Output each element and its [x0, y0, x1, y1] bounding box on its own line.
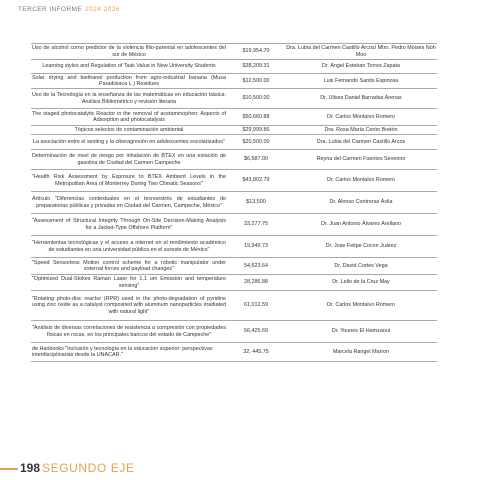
project-amount: $10,500.00: [227, 89, 285, 109]
project-lead: Luis Fernando Santis Espinosa: [285, 74, 437, 89]
project-amount: 54,623.64: [227, 258, 285, 275]
project-lead: Dr. Ángel Esteban Torres Zapata: [285, 60, 437, 74]
table-row: [31, 291, 437, 321]
project-title: "Herramientas tecnológicas y el acceso a internet en el rendimiento académico de estudiantes en una universidad pública en el sureste de México": [31, 236, 227, 258]
project-amount: 61,012.59: [227, 291, 285, 321]
project-amount: 56,425.69: [227, 321, 285, 343]
project-lead: Reyna del Carmen Fuentes Severino: [285, 150, 437, 170]
table-row: [31, 74, 437, 89]
project-title: "Health Risk Assessment by Exposure to BTEX Ambient Levels in the Metropolitan Area of Monterrey During Two Climatic Seasons": [31, 170, 227, 192]
project-title: Tópicos selectos de contaminación ambiental: [31, 126, 227, 135]
table-row: [31, 126, 437, 135]
projects-table: [31, 43, 437, 362]
project-lead: Dr. Carlos Montalvo Romero: [285, 109, 437, 126]
project-amount: $29,999.86: [227, 126, 285, 135]
table-row: [31, 275, 437, 291]
table-row: [31, 258, 437, 275]
page-number: 198: [20, 461, 41, 475]
project-amount: $43,802.79: [227, 170, 285, 192]
project-amount: $12,500.00: [227, 74, 285, 89]
project-title: Learning styles and Regulation of Task Value in New University Students: [31, 60, 227, 74]
project-lead: Dr. Carlos Montalvo Romero: [285, 170, 437, 192]
project-lead: Dra. Lubia del Carmen Castillo Arcos/ Mtro. Pedro Moises Noh Moo: [286, 45, 436, 58]
project-lead: Dr. Juan Antonio Álvarez Arellano: [285, 214, 437, 236]
project-lead: Dr. Jose Felipe Cocon Juárez: [285, 236, 437, 258]
table-row: [31, 89, 437, 109]
table-row: [31, 150, 437, 170]
project-lead: Dr. Younes El Hamzaoui: [285, 321, 437, 343]
project-lead: Dr. Lelio de la Cruz May: [285, 275, 437, 291]
project-title: "Assessment of Structural Integrity Through On-Site Decision-Making Analysis for a Jacket-Type Offshore Platform": [31, 214, 227, 236]
project-title: Uso de la Tecnología en la enseñanza de las matemáticas en educación básica: Análisis Bibliométrico y revisión literaria: [31, 89, 227, 109]
project-title: Artículo "Diferencias contextuales en el tecnoestrés de estudiantes de preparatorias públicas y privadas en Ciudad del Carmen, Campeche, México": [31, 192, 227, 214]
project-lead: Dr. David Cortes Vega: [285, 258, 437, 275]
report-title: TERCER INFORME: [18, 6, 83, 13]
table-row: [31, 214, 437, 236]
table-row: [31, 343, 437, 362]
section-label: SEGUNDO EJE: [42, 461, 135, 475]
project-lead: Dr. Alonso Contreras Ávila: [285, 192, 437, 214]
project-title: "Optimized Dual-Stokes Raman Laser for 1.1 um Emission and temperature sensing": [32, 276, 226, 289]
project-amount: $13,500: [227, 192, 285, 214]
project-title: "Rotating photo-disc reactor (RPR) used in the photo-degradation of pyridine using zinc oxide as a catalyst composited with aluminum nanoparticles irradiated with natural light": [31, 291, 227, 321]
project-amount: $6,587.00: [227, 150, 285, 170]
project-title: The staged photocatalytic Reactor in the removal of acetaminophen: Aspects of Adsorption and photocatalysis: [31, 109, 227, 126]
project-lead: Dr. Carlos Montalvo Romero: [285, 291, 437, 321]
project-title: de Hanbooks "Inclusión y tecnología en la educación superior: perspectivas interdisciplinarias desde la UNACAR.": [31, 343, 227, 362]
project-title: Determinación de nivel de riesgo por inhalación de BTEX en una estación de gasolina de Ciudad del Carmen Campeche: [31, 150, 227, 170]
page-footer: [0, 461, 200, 475]
project-lead: Marcela Rangel Marron: [285, 343, 437, 362]
project-amount: $38,209.31: [227, 60, 285, 74]
table-row: [31, 109, 437, 126]
project-amount: $19,954.70: [227, 44, 285, 60]
project-title: La asociación entre el sexting y la ciberagresión en adolescentes escolarizados": [31, 135, 227, 150]
project-amount: $20,500.00: [227, 135, 285, 150]
table-row: [31, 170, 437, 192]
project-title: Solar drying and biethanol production from agro-industrial banana (Musa Paradisiaca L.) Residues: [32, 74, 226, 87]
project-amount: 28,286.88: [227, 275, 285, 291]
project-title: "Speed Sensorless Motion control scheme for a robotic manipulator under external forces and payload changes": [31, 258, 227, 275]
project-lead: Dr. Ulises Daniel Barradas Arenas: [285, 89, 437, 109]
project-amount: $50,660.88: [227, 109, 285, 126]
project-title: Uso de alcohol como predictor de la violencia filio-parental en adolescentes del sur de México: [32, 45, 226, 58]
table-row: [31, 192, 437, 214]
table-row: [31, 135, 437, 150]
running-header: [18, 6, 120, 13]
accent-bar: [0, 468, 18, 470]
projects-table-body: [31, 44, 437, 362]
table-row: [31, 44, 437, 60]
table-row: [31, 60, 437, 74]
project-lead: Dra. Rosa María Cerón Bretón: [285, 126, 437, 135]
project-lead: Dra. Lubia del Carmen Castillo Arcos: [285, 135, 437, 150]
table-row: [31, 236, 437, 258]
table-row: [31, 321, 437, 343]
project-title: "Análisis de diversas correlaciones de resistencia a compresión con propiedades físicas en rocas, en los principales bancos del estado de Campeche": [31, 321, 227, 343]
report-years: 2024-2026: [85, 6, 120, 13]
project-amount: 19,949.73: [227, 236, 285, 258]
project-amount: 33,277.75: [227, 214, 285, 236]
project-amount: 32, 445.75: [227, 343, 285, 362]
